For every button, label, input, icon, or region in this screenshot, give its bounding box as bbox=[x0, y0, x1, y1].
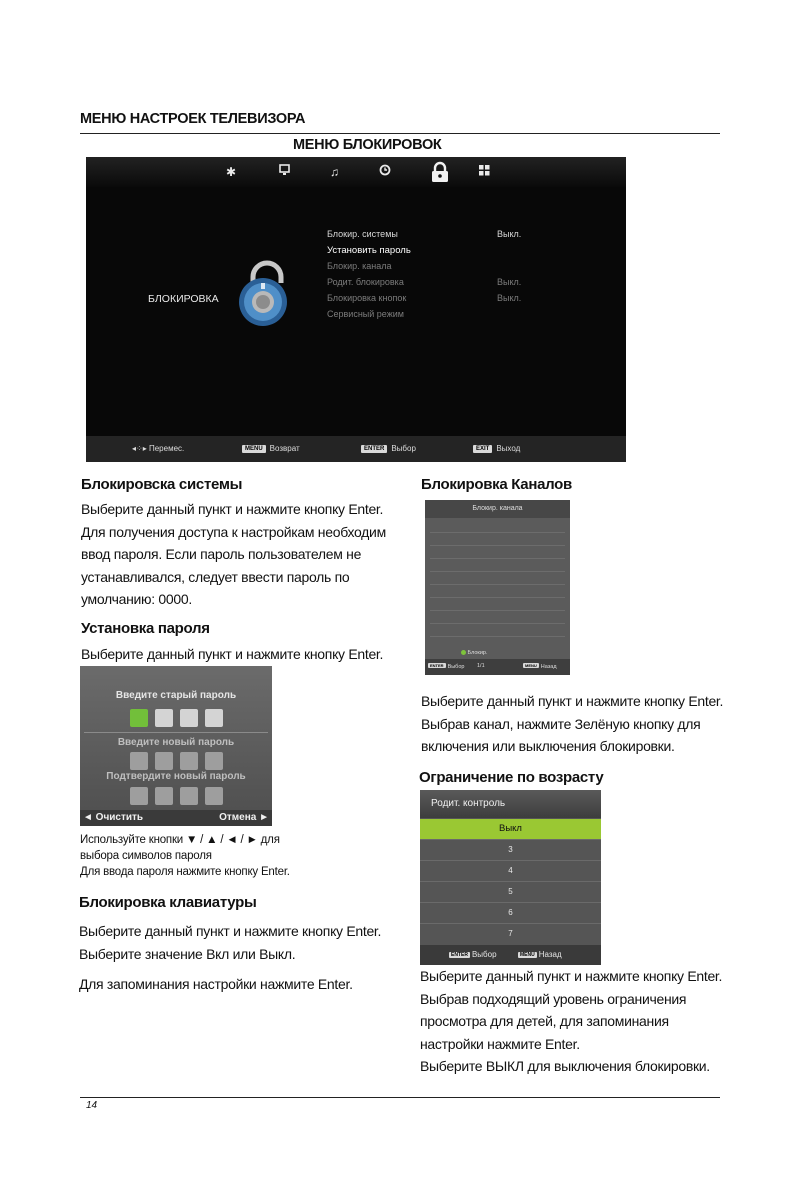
old-password-label: Введите старый пароль bbox=[115, 690, 237, 701]
clear-button[interactable]: ◄ Очистить bbox=[83, 812, 144, 823]
back-hint: MENU Назад bbox=[525, 663, 557, 670]
picture-icon: ✱ bbox=[226, 165, 237, 179]
channel-row[interactable] bbox=[430, 598, 565, 611]
select-hint: ENTER Выбор bbox=[451, 950, 497, 959]
screen-icon bbox=[279, 164, 290, 180]
menu-item-set-password[interactable]: Установить пароль bbox=[327, 245, 411, 256]
channel-row[interactable] bbox=[430, 585, 565, 598]
age-option-off[interactable]: Выкл bbox=[420, 819, 601, 840]
age-option-7[interactable]: 7 bbox=[508, 929, 513, 938]
footer-rule bbox=[80, 1097, 720, 1098]
hint-exit: EXIT Выход bbox=[473, 444, 520, 453]
channel-lock-heading: Блокировка Каналов bbox=[421, 476, 572, 493]
password-cell[interactable] bbox=[180, 787, 198, 805]
clock-icon bbox=[379, 164, 391, 180]
password-cell[interactable] bbox=[130, 752, 148, 770]
manual-title: МЕНЮ НАСТРОЕК ТЕЛЕВИЗОРА bbox=[80, 111, 306, 127]
age-limit-heading: Ограничение по возрасту bbox=[419, 769, 604, 786]
tv-menu-hintbar bbox=[86, 436, 626, 462]
parental-control-footer bbox=[420, 945, 601, 965]
menu-key-icon: MENU bbox=[242, 445, 266, 453]
menu-value-key-lock: Выкл. bbox=[497, 293, 522, 303]
menu-value-parental-lock: Выкл. bbox=[497, 277, 522, 287]
enter-key-icon: ENTER bbox=[361, 445, 387, 453]
divider bbox=[84, 732, 268, 733]
password-cell[interactable] bbox=[180, 752, 198, 770]
channel-lock-title: Блокир. канала bbox=[425, 500, 570, 518]
age-option-4[interactable]: 4 bbox=[420, 861, 601, 882]
menu-item-service-mode[interactable]: Сервисный режим bbox=[327, 309, 404, 319]
channel-row[interactable] bbox=[430, 546, 565, 559]
select-hint: ENTER Выбор bbox=[430, 663, 465, 670]
password-note: Используйте кнопки ▼ / ▲ / ◄ / ► для выбора символов пароля Для ввода пароля нажмите кнопку Enter. bbox=[80, 834, 290, 878]
cancel-button[interactable]: Отмена ► bbox=[219, 812, 269, 823]
set-password-text: Выберите данный пункт и нажмите кнопку Enter. bbox=[81, 646, 384, 662]
channel-row[interactable] bbox=[430, 533, 565, 546]
age-option-5[interactable]: 5 bbox=[420, 882, 601, 903]
password-cell[interactable] bbox=[155, 787, 173, 805]
old-password-cells bbox=[130, 709, 226, 727]
age-option-3[interactable]: 3 bbox=[420, 840, 601, 861]
exit-key-icon: EXIT bbox=[473, 445, 492, 453]
password-cell[interactable] bbox=[205, 787, 223, 805]
back-hint: MENU Назад bbox=[520, 950, 562, 959]
age-option-6[interactable]: 6 bbox=[420, 903, 601, 924]
menu-item-key-lock[interactable]: Блокировка кнопок bbox=[327, 293, 407, 303]
key-lock-save-text: Для запоминания настройки нажмите Enter. bbox=[79, 976, 353, 992]
system-lock-heading: Блокировска системы bbox=[81, 476, 243, 493]
channel-row[interactable] bbox=[430, 520, 565, 533]
grid-icon bbox=[479, 164, 490, 180]
menu-item-channel-lock[interactable]: Блокир. канала bbox=[327, 261, 392, 271]
system-lock-text: Выберите данный пункт и нажмите кнопку Enter. Для получения доступа к настройкам необходим ввод пароля. Если пароль пользователем не устанавливался, следует ввести пароль по умолчанию: 0000. bbox=[81, 501, 386, 607]
password-cell[interactable] bbox=[205, 709, 223, 727]
lock-legend: Блокир. bbox=[461, 650, 487, 656]
set-password-heading: Установка пароля bbox=[81, 620, 210, 637]
password-footer bbox=[80, 810, 272, 826]
password-cell[interactable] bbox=[155, 752, 173, 770]
confirm-password-cells bbox=[130, 787, 226, 805]
channel-row[interactable] bbox=[430, 572, 565, 585]
page-indicator: 1/1 bbox=[477, 663, 485, 669]
channel-lock-footer bbox=[425, 659, 570, 675]
green-dot-icon bbox=[461, 650, 466, 655]
channel-lock-screenshot bbox=[425, 500, 570, 675]
hint-move: ◂⁘▸ Перемес. bbox=[132, 444, 185, 453]
password-cell[interactable] bbox=[180, 709, 198, 727]
menu-value-system-lock: Выкл. bbox=[497, 229, 522, 239]
section-title: МЕНЮ БЛОКИРОВОК bbox=[293, 137, 442, 153]
channel-row[interactable] bbox=[430, 559, 565, 572]
confirm-password-label: Подтвердите новый пароль bbox=[106, 771, 246, 782]
password-cell[interactable] bbox=[205, 752, 223, 770]
lock-icon bbox=[429, 161, 451, 183]
channel-row[interactable] bbox=[430, 624, 565, 637]
key-lock-text: Выберите данный пункт и нажмите кнопку Enter. Выберите значение Вкл или Выкл. bbox=[79, 923, 382, 962]
menu-item-parental-lock[interactable]: Родит. блокировка bbox=[327, 277, 404, 287]
dpad-icon: ◂⁘▸ bbox=[132, 444, 147, 453]
channel-lock-text: Выберите данный пункт и нажмите кнопку Enter. Выбрав канал, нажмите Зелёную кнопку для включения или выключения блокировки. bbox=[421, 693, 724, 754]
new-password-label: Введите новый пароль bbox=[117, 737, 235, 748]
key-lock-heading: Блокировка клавиатуры bbox=[79, 894, 257, 911]
header-rule bbox=[80, 133, 720, 134]
hint-select: ENTER Выбор bbox=[361, 444, 416, 453]
menu-item-system-lock[interactable]: Блокир. системы bbox=[327, 229, 398, 239]
new-password-cells bbox=[130, 752, 226, 770]
parental-control-screenshot bbox=[420, 790, 601, 965]
hint-back: MENU Возврат bbox=[242, 444, 300, 453]
lock-category-label: БЛОКИРОВКА bbox=[148, 293, 219, 305]
tv-lock-menu-screenshot bbox=[86, 157, 626, 462]
password-cell[interactable] bbox=[130, 709, 148, 727]
password-cell[interactable] bbox=[130, 787, 148, 805]
padlock-dial-icon bbox=[231, 257, 299, 327]
page-number: 14 bbox=[86, 1100, 98, 1111]
parental-control-title: Родит. контроль bbox=[420, 790, 601, 818]
tv-menu-topbar bbox=[86, 157, 626, 187]
age-limit-text: Выберите данный пункт и нажмите кнопку Enter. Выбрав подходящий уровень ограничения просмотра для детей, для запоминания настройки нажмите Enter. Выберите ВЫКЛ для выключения блокировки. bbox=[420, 968, 723, 1074]
password-cell[interactable] bbox=[155, 709, 173, 727]
password-screenshot bbox=[80, 666, 272, 826]
music-note-icon: ♫ bbox=[330, 165, 339, 179]
channel-row[interactable] bbox=[430, 611, 565, 624]
